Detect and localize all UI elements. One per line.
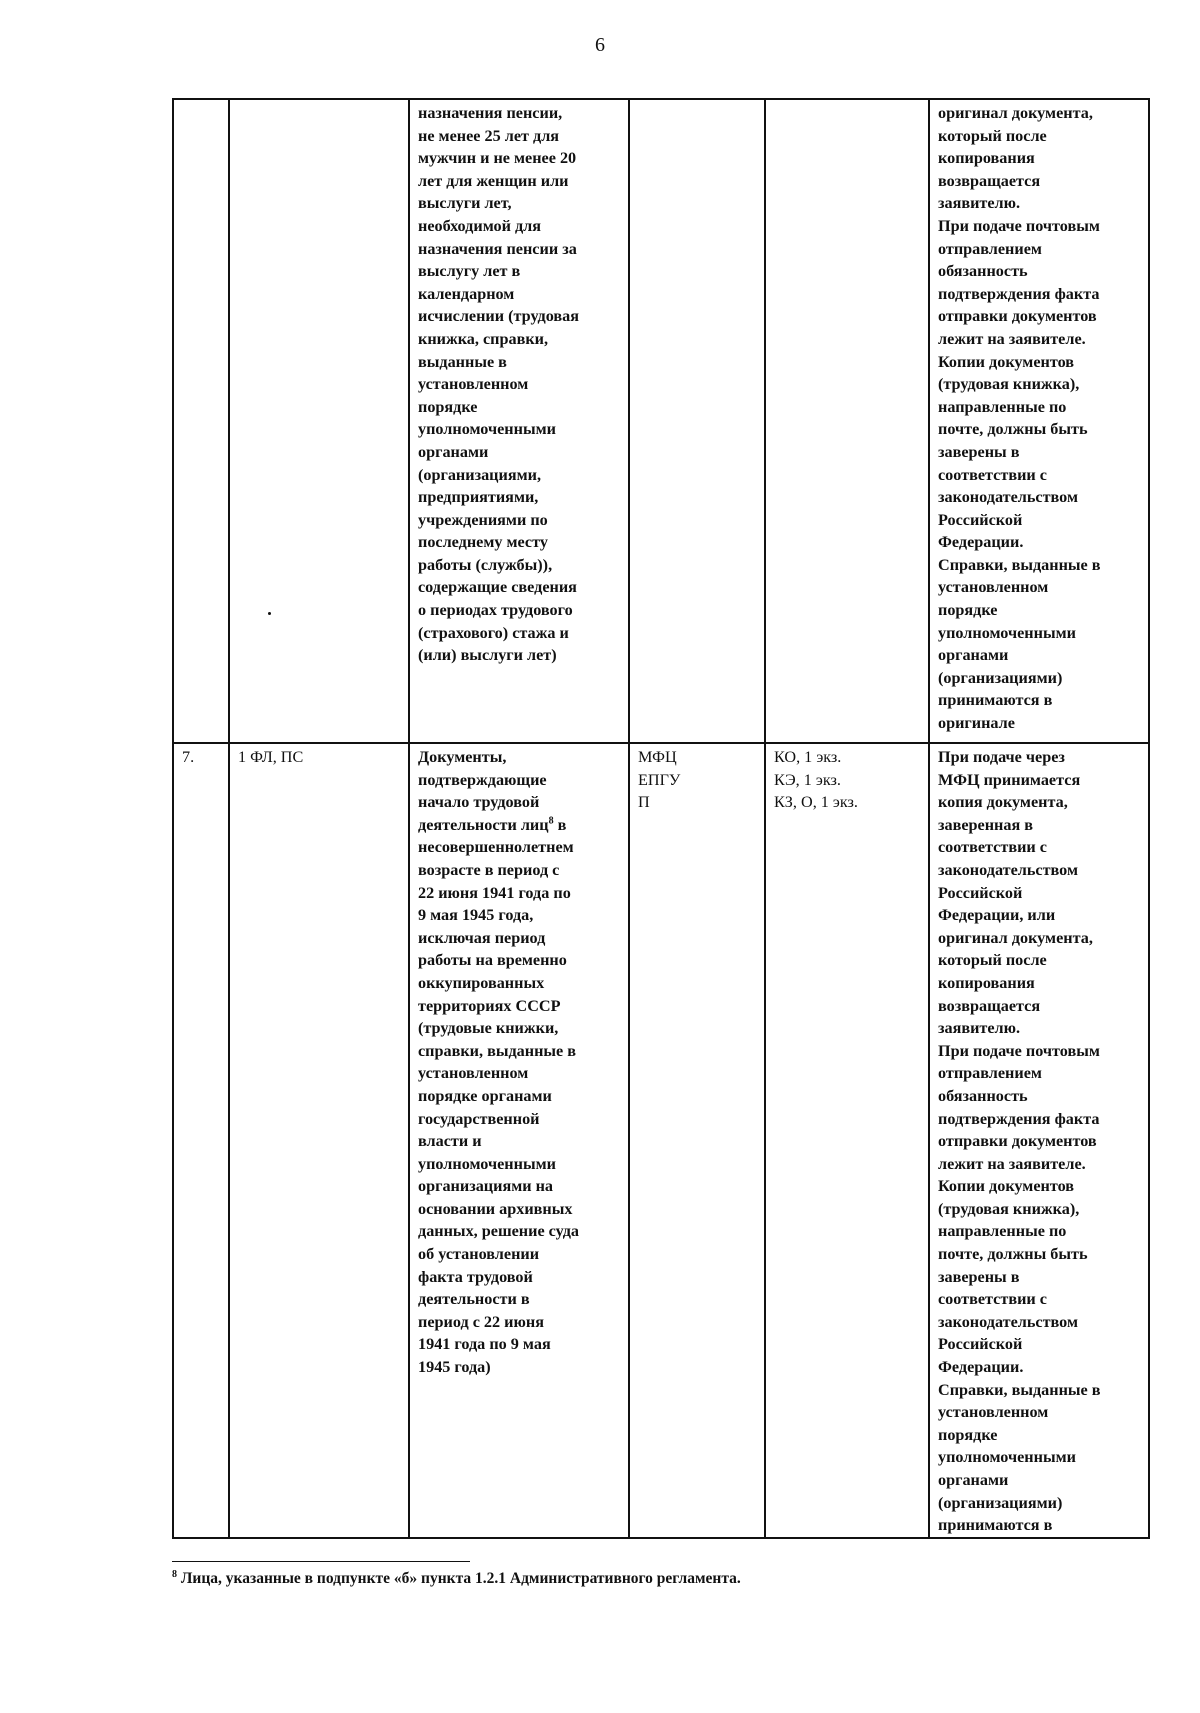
cell-line: законодательством — [938, 860, 1078, 879]
cell-line: принимаются в — [938, 691, 1053, 710]
cell-line: оригинал документа, — [938, 928, 1093, 947]
cell-line: выслуги лет, — [418, 194, 512, 213]
cell-line: 22 июня 1941 года по — [418, 883, 571, 902]
cell-line: не менее 25 лет для — [418, 126, 560, 145]
cell-line: заверены в — [938, 1267, 1020, 1286]
cell-line: Федерации. — [938, 1358, 1024, 1377]
cell-line: возвращается — [938, 171, 1041, 190]
cell-line: последнему месту — [418, 533, 548, 552]
cell-line: При подаче почтовым — [938, 1041, 1100, 1060]
cell-line: работы на временно — [418, 951, 567, 970]
cell-line: власти и — [418, 1132, 482, 1151]
cell-line: порядке — [938, 1425, 998, 1444]
cell-line: возрасте в период с — [418, 860, 560, 879]
cell-line: установленном — [938, 578, 1049, 597]
cell-line: Федерации, или — [938, 906, 1056, 925]
cell-line: территориях СССР — [418, 996, 561, 1015]
cell-line: лет для женщин или — [418, 171, 569, 190]
footnote-rule — [172, 1561, 470, 1562]
cell-line: МФЦ принимается — [938, 770, 1081, 789]
note-cell — [929, 99, 1149, 743]
cell-line: Российской — [938, 1335, 1023, 1354]
document-cell — [409, 743, 629, 1538]
cell-line: Российской — [938, 510, 1023, 529]
cell-line: оккупированных — [418, 973, 545, 992]
cell-line: порядке — [938, 601, 998, 620]
cell-line: КЭ, 1 экз. — [774, 770, 841, 789]
cell-line: уполномоченными — [938, 623, 1076, 642]
form-cell — [765, 743, 929, 1538]
cell-line: порядке органами — [418, 1086, 552, 1105]
cell-line: принимаются в — [938, 1516, 1053, 1535]
cell-line: установленном — [418, 375, 529, 394]
table-row-continuation — [173, 99, 1149, 743]
cell-line: уполномоченными — [938, 1448, 1076, 1467]
cell-line: КЗ, О, 1 экз. — [774, 793, 858, 812]
cell-line: выданные в — [418, 352, 507, 371]
table-row-7 — [173, 743, 1149, 1538]
cell-line: подтверждающие — [418, 770, 547, 789]
cell-line: работы (службы)), — [418, 555, 553, 574]
cell-line: копирования — [938, 149, 1035, 168]
cell-line: законодательством — [938, 1312, 1078, 1331]
cell-line: соответствии с — [938, 465, 1047, 484]
channel-cell — [629, 743, 765, 1538]
cell-line: копирования — [938, 973, 1035, 992]
cell-line: книжка, справки, — [418, 329, 549, 348]
cell-line: данных, решение суда — [418, 1222, 580, 1241]
cell-line: порядке — [418, 397, 478, 416]
cell-line: уполномоченными — [418, 1154, 556, 1173]
cell-line: соответствии с — [938, 1290, 1047, 1309]
cell-line: заверены в — [938, 442, 1020, 461]
cell-line: 1941 года по 9 мая — [418, 1335, 551, 1354]
cell-line: возвращается — [938, 996, 1041, 1015]
cell-line: При подаче через — [938, 748, 1065, 766]
cell-line: заверенная в — [938, 815, 1034, 834]
cell-line: (трудовая книжка), — [938, 1199, 1080, 1218]
cell-line: (трудовые книжки, — [418, 1019, 559, 1038]
cell-line: календарном — [418, 284, 515, 303]
cell-line: КО, 1 экз. — [774, 748, 842, 766]
cell-line: обязанность — [938, 1086, 1028, 1105]
cell-line: (организациями) — [938, 668, 1063, 687]
footnote-marker: 8 — [172, 1568, 177, 1580]
cell-line: Российской — [938, 883, 1023, 902]
cell-line: МФЦ — [638, 748, 677, 766]
cell-line: факта трудовой — [418, 1267, 533, 1286]
cell-line: 9 мая 1945 года, — [418, 906, 534, 925]
cell-line: отправки документов — [938, 1132, 1097, 1151]
applicant-cell: 1 ФЛ, ПС — [229, 743, 409, 1538]
cell-line: содержащие сведения — [418, 578, 577, 597]
cell-line: обязанность — [938, 262, 1028, 281]
cell-line: основании архивных — [418, 1199, 573, 1218]
cell-line: (организациями, — [418, 465, 541, 484]
cell-line: выслугу лет в — [418, 262, 521, 281]
cell-line: При подаче почтовым — [938, 216, 1100, 235]
cell-line: уполномоченными — [418, 420, 556, 439]
cell-line: (или) выслуги лет) — [418, 646, 557, 665]
note-cell — [929, 743, 1149, 1538]
cell-line: почте, должны быть — [938, 420, 1088, 439]
cell-line: назначения пенсии, — [418, 104, 563, 122]
cell-line: Копии документов — [938, 1177, 1075, 1196]
cell-line: подтверждения факта — [938, 1109, 1100, 1128]
cell-line: об установлении — [418, 1245, 540, 1264]
cell-line: начало трудовой — [418, 793, 540, 812]
cell-line: исключая период — [418, 928, 546, 947]
cell-line: органами — [418, 442, 489, 461]
cell-line: (трудовая книжка), — [938, 375, 1080, 394]
cell-line: органами — [938, 646, 1009, 665]
footnote-reference: 8 — [548, 815, 554, 827]
cell-line: справки, выданные в — [418, 1041, 577, 1060]
cell-line: необходимой для — [418, 216, 542, 235]
cell-line: подтверждения факта — [938, 284, 1100, 303]
channel-cell — [629, 99, 765, 743]
documents-table — [172, 98, 1150, 1539]
cell-line: о периодах трудового — [418, 601, 573, 620]
cell-line: (страхового) стажа и — [418, 623, 569, 642]
cell-line: Федерации. — [938, 533, 1024, 552]
cell-line: ЕПГУ — [638, 770, 681, 789]
cell-line: отправлением — [938, 239, 1042, 258]
cell-line: установленном — [938, 1403, 1049, 1422]
cell-line: заявителю. — [938, 194, 1021, 213]
cell-line: отправлением — [938, 1064, 1042, 1083]
stray-dot — [268, 612, 271, 615]
cell-line: направленные по — [938, 1222, 1067, 1241]
cell-line: оригинале — [938, 714, 1015, 733]
cell-line: деятельности в — [418, 1290, 530, 1309]
cell-line: почте, должны быть — [938, 1245, 1088, 1264]
row-number-cell: 7. — [173, 743, 229, 1538]
cell-line: Копии документов — [938, 352, 1075, 371]
cell-line: оригинал документа, — [938, 104, 1093, 122]
cell-line: предприятиями, — [418, 488, 539, 507]
cell-line: назначения пенсии за — [418, 239, 577, 258]
cell-line: несовершеннолетнем — [418, 838, 574, 857]
cell-line: мужчин и не менее 20 — [418, 149, 577, 168]
cell-line: органами — [938, 1471, 1009, 1489]
footnote-reference-tail: в — [553, 815, 567, 834]
cell-line: лежит на заявителе. — [938, 1154, 1086, 1173]
cell-line: установленном — [418, 1064, 529, 1083]
row-number-cell — [173, 99, 229, 743]
cell-line: 1945 года) — [418, 1358, 491, 1377]
footnote — [172, 1570, 1148, 1588]
cell-line: соответствии с — [938, 838, 1047, 857]
cell-line: отправки документов — [938, 307, 1097, 326]
page-number: 6 — [595, 34, 605, 56]
cell-line: лежит на заявителе. — [938, 329, 1086, 348]
form-cell — [765, 99, 929, 743]
applicant-cell — [229, 99, 409, 743]
document-cell — [409, 99, 629, 743]
cell-line: деятельности лиц$^8$ в — [418, 815, 567, 834]
cell-line: (организациями) — [938, 1493, 1063, 1512]
cell-line: период с 22 июня — [418, 1312, 544, 1331]
cell-line: Справки, выданные в — [938, 555, 1101, 574]
cell-line: Документы, — [418, 748, 507, 766]
cell-line: П — [638, 793, 650, 812]
cell-line: государственной — [418, 1109, 540, 1128]
cell-line: который после — [938, 126, 1047, 145]
cell-line: копия документа, — [938, 793, 1068, 812]
cell-line: который после — [938, 951, 1047, 970]
cell-line: исчислении (трудовая — [418, 307, 579, 326]
cell-line: заявителю. — [938, 1019, 1021, 1038]
cell-line: организациями на — [418, 1177, 554, 1196]
cell-line: Справки, выданные в — [938, 1380, 1101, 1399]
footnote-text: Лица, указанные в подпункте «б» пункта 1.2.1 Административного регламента. — [177, 1570, 741, 1587]
cell-line: учреждениями по — [418, 510, 548, 529]
cell-line: законодательством — [938, 488, 1078, 507]
cell-line: направленные по — [938, 397, 1067, 416]
